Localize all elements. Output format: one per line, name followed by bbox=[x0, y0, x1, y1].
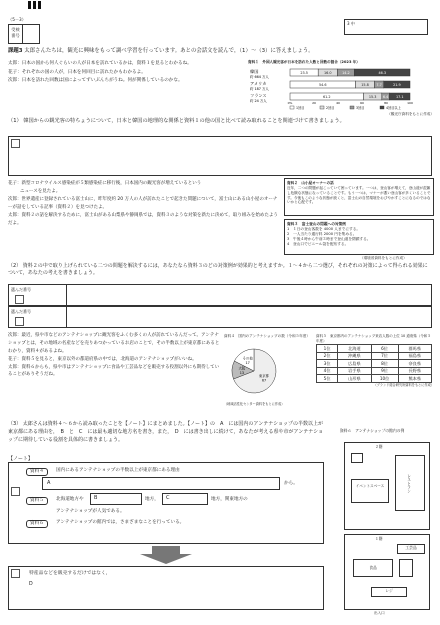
panel-3-list bbox=[287, 227, 431, 247]
corner-mark bbox=[11, 569, 20, 578]
exam-number-box: 受検 番号 bbox=[8, 24, 40, 44]
answer-box-b[interactable]: B bbox=[90, 493, 142, 505]
bar-value-label: 61.2 bbox=[322, 95, 331, 99]
count-label: 約 24 万人 bbox=[250, 99, 267, 103]
bar-value-label: 14.2 bbox=[342, 71, 350, 75]
legend-label: 2回目 bbox=[326, 106, 335, 110]
event-space: イベントスペース bbox=[351, 479, 389, 503]
chart-4: 資料４ 国内のアンテナショップの数（令和５年度） 東京都 67 大阪 13 その他 17 （地域活性化センター資料をもとに作成） bbox=[224, 334, 312, 410]
pie-value-label: 67 bbox=[261, 378, 267, 383]
legend-swatch bbox=[290, 106, 294, 109]
corner-mark bbox=[11, 139, 20, 148]
table-cell: 9位 bbox=[371, 367, 398, 375]
bar-value-label: 46.3 bbox=[378, 71, 387, 75]
bar-value-label: 15.3 bbox=[368, 95, 377, 99]
dialog-3: 次郎：最近，県や市などのアンテナショップに観光客をふくむ多くの人が訪れているんだって。アンテナショップとは，その地域の名産などを売りあつかっているお店のことで，その半数以上が東京都にあるとわかり，資料４があるよね。 花子：資料５を見ると，東京以外の都道府県の中では，北海道のアンテナショップがいいね。 太郎：資料６からも，県や市はアンテナショップに食品や工芸品などを販売する役割以外にも期待していることがありそうだね。 bbox=[8, 333, 220, 378]
legend-label: 1回目 bbox=[296, 106, 305, 110]
select-label: 選んだ番号 bbox=[9, 307, 67, 327]
corner-mark bbox=[15, 317, 24, 326]
table-cell: 熊本県 bbox=[398, 375, 431, 383]
table-row bbox=[317, 367, 432, 375]
table-row bbox=[317, 345, 432, 353]
bar-value-label: 7.7 bbox=[376, 83, 382, 87]
crop-mark bbox=[33, 1, 36, 9]
table-cell: 奈良県 bbox=[398, 360, 431, 368]
axis-tick-label: 20 bbox=[312, 101, 316, 105]
bar-value-label: 17.1 bbox=[395, 95, 404, 99]
panel-3-item: 2 一人当たり通行料 2000 円を集める。 bbox=[287, 231, 357, 236]
panel-3-source: （環境省資料をもとに作成） bbox=[360, 256, 407, 260]
count-label: 約 664 万人 bbox=[250, 75, 269, 79]
bar-value-label: 54.6 bbox=[318, 83, 327, 87]
answer-box-c[interactable]: C bbox=[162, 493, 208, 505]
count-label: 約 187 万人 bbox=[250, 87, 269, 91]
panel-3-item: 4 登山口でビニール袋を配布する。 bbox=[287, 241, 349, 246]
panel-3-item: 3 午後４時から午前３時まで登山道を閉鎖する。 bbox=[287, 236, 371, 241]
note-tag-6: 資料６ bbox=[26, 520, 48, 528]
restaurant-area: レストラン bbox=[395, 455, 425, 511]
task-intro: 課題3 太郎さんたちは，観光に興味をもって調べ学習を行っています。あとの会話文を読んで，（1）～（3）に答えましょう。 bbox=[8, 48, 314, 54]
legend-swatch bbox=[350, 106, 354, 109]
table-cell: 広島県 bbox=[338, 360, 371, 368]
question-2: （2） 資料２の中で取り上げられている二つの問題を解決するには，あなたなら資料３のどの対策例が効果的と考えますか。１～４から二つ選び，それぞれの対策によって得られる効果について，あなたの考えを書きましょう。 bbox=[8, 263, 428, 276]
answer-box-q2-1[interactable] bbox=[8, 284, 432, 306]
note-tag-5: 資料５ bbox=[26, 497, 48, 505]
table-row bbox=[317, 375, 432, 383]
legend-swatch bbox=[320, 106, 324, 109]
shelf bbox=[399, 559, 413, 577]
select-label: 選んだ番号 bbox=[9, 285, 67, 305]
crafts-area: 工芸品 bbox=[397, 544, 425, 554]
country-label: 韓国 bbox=[250, 69, 259, 74]
table-cell: 6位 bbox=[371, 345, 398, 353]
pie-label: その他 bbox=[242, 356, 253, 361]
pie-label: 大阪 bbox=[238, 366, 246, 371]
answer-box-q1[interactable] bbox=[8, 136, 432, 176]
stairs-icon bbox=[351, 453, 363, 463]
pie-value-label: 13 bbox=[239, 370, 245, 375]
table-5: 資料５ 東京都内のアンテナショップ来店人数の上位 10 道府県（令和５年度） 1位 北海道 6位 群馬県 2位 沖縄県 7位 福島県 3位 広島県 8位 奈良県 4位 岩手県 9位 長野県 5位 山形県 10位 熊本県 （ブランド総合研究所資料をもとに作成） bbox=[316, 334, 434, 387]
chart-1-bars bbox=[248, 66, 434, 110]
legend-label: 4回目以上 bbox=[386, 106, 401, 110]
floor-2: ２階 レストラン イベントスペース bbox=[344, 442, 430, 530]
note-tag-4: 資料４ bbox=[26, 468, 48, 476]
chart-4-pie bbox=[224, 346, 312, 396]
country-label: アメリカ bbox=[250, 81, 267, 86]
page-mark: 3 中 bbox=[344, 19, 428, 35]
table-cell: 10位 bbox=[371, 375, 398, 383]
axis-tick-label: 80 bbox=[384, 101, 388, 105]
panel-3: 資料３ 富士登山の問題への対策例 1 １日の登山客数を 4000 人までにする。 2 一人当たり通行料 2000 円を集める。 3 午後４時から午前３時まで登山道を閉鎖する。 4 登山口でビニール袋を配布する。 bbox=[284, 219, 434, 255]
question-3: （3） 太郎さんは資料４～６から読み取ったことを【ノート】にまとめました。【ノート】の A には国内のアンテナショップの半数以上が東京都にある理由を， B と C には最も適切な地方名を書き，また， D には書き出しに続けて，あなたが考える県や市がアンテナショップに期待している役割を具体的に書きましょう。 bbox=[8, 421, 324, 443]
crop-mark bbox=[38, 1, 41, 9]
bar-value-label: 23.5 bbox=[300, 71, 308, 75]
page-code: （5－3） bbox=[8, 17, 26, 22]
dialog-1: 太郎：日本の国から何人ぐらいの人が日本を訪れているかは，資料１を見るとわかるね。 花子：それぞれの国の人が，日本を何回目に訪れたかもわかるよ。 次郎：日本を訪れた回数は国によってずいぶんちがうね。何が関係しているのかな。 bbox=[8, 61, 192, 84]
table-cell: 群馬県 bbox=[398, 345, 431, 353]
bar-value-label: 6.4 bbox=[382, 95, 389, 99]
down-arrow-icon bbox=[138, 546, 194, 564]
chart-1: 資料１ 外国人観光客が日本を訪れた人数と回数の割合（2023 年） 韓国 約 664 万人 23.5 16.0 14.2 46.3 アメリカ 約 187 万人 54.6 15.8 7.7 21.9 フランス 約 24 万人 61.2 15.3 6.4 17.1 0% 20 40 60 80 100 1回目 2回目 3回目 4回目以上 （観光庁資料をもとに作成） bbox=[248, 60, 434, 116]
panel-3-item: 1 １日の登山客数を 4000 人までにする。 bbox=[287, 226, 361, 231]
bar-value-label: 16.0 bbox=[324, 71, 332, 75]
answer-box-d[interactable]: 特産品などを販売するだけではなく， D bbox=[8, 566, 324, 610]
floor-1: １階 工芸品 食品 レジ bbox=[344, 534, 430, 610]
bar-value-label: 15.8 bbox=[361, 83, 369, 87]
dialog-2: 花子：新型コロナウイルス感染症が５類感染症に移行後，日本国内の観光客が増えているという ニュースを見たよ。 次郎：世界遺産に登録されている富士山に，昨年度約 20 万人の人が訪れたことで起きた問題について，富士山にある山小屋のオーナーが話をしている記事（資料２）を見つけたよ。 太郎：資料２の話を解決するために，富士山がある山梨県や静岡県では，資料３のような対策を新たに決めて，取り組みを始めたようだよ。 bbox=[8, 181, 278, 227]
question-1: （1） 韓国からの観光客の特ちょうについて，日本と韓国の地理的な関係と資料１の他の国と比べて読み取れることを関連づけて書きましょう。 bbox=[8, 118, 345, 124]
entrance-label: 出入口 bbox=[374, 611, 385, 615]
table-cell: 1位 bbox=[317, 345, 338, 353]
table-row bbox=[317, 352, 432, 360]
table-cell: 福島県 bbox=[398, 352, 431, 360]
table-cell: 7位 bbox=[371, 352, 398, 360]
table-row bbox=[317, 360, 432, 368]
axis-tick-label: 40 bbox=[336, 101, 340, 105]
pie-value-label: 17 bbox=[245, 361, 250, 366]
panel-2: 資料２ 山小屋オーナーの話 近年，二つの問題が起こっていて困っています。一つは，登山客が増えて，登山道が混雑し危険な状態になっていることです。もう一つは，マナーが悪い登山客が多くいることです。今後もこのような状態が続くと，富士山の自然環境をおびやかすことになるのではないかと心配です。 bbox=[284, 178, 434, 216]
table-cell: 2位 bbox=[317, 352, 338, 360]
country-label: フランス bbox=[250, 93, 267, 98]
register-area: レジ bbox=[371, 587, 407, 597]
corner-mark bbox=[11, 487, 20, 496]
legend-label: 3回目 bbox=[356, 106, 365, 110]
table-cell: 5位 bbox=[317, 375, 338, 383]
axis-tick-label: 100 bbox=[407, 101, 413, 105]
figure-6: 資料６ アンテナショップの館内の例 ２階 レストラン イベントスペース １階 工芸品 食品 レジ 出入口 bbox=[340, 428, 434, 618]
corner-mark bbox=[15, 295, 24, 304]
answer-box-q2-2[interactable] bbox=[8, 306, 432, 328]
table-cell: 北海道 bbox=[338, 345, 371, 353]
axis-tick-label: 0% bbox=[287, 101, 293, 105]
table-cell: 山形県 bbox=[338, 375, 371, 383]
table-cell: 岩手県 bbox=[338, 367, 371, 375]
table-5-grid bbox=[316, 344, 432, 383]
food-area: 食品 bbox=[353, 559, 393, 577]
table-cell: 3位 bbox=[317, 360, 338, 368]
note: 【ノート】 資料４ 国内にあるアンテナショップの半数以上が東京都にある理由 A から。 資料５ 北海道地方や B 地方， C 地方，関東地方の アンテナショップが人気である。 資料６ アンテナショップの館内では，さまざまなことを行っている。 特産品などを販売するだけではなく， D bbox=[8, 456, 324, 618]
table-cell: 沖縄県 bbox=[338, 352, 371, 360]
table-cell: 長野県 bbox=[398, 367, 431, 375]
table-cell: 4位 bbox=[317, 367, 338, 375]
answer-box-a[interactable]: A bbox=[42, 477, 280, 490]
legend-swatch bbox=[380, 106, 384, 109]
pie-label: 東京都 bbox=[258, 373, 270, 378]
crop-mark bbox=[28, 1, 31, 9]
table-cell: 8位 bbox=[371, 360, 398, 368]
axis-tick-label: 60 bbox=[360, 101, 364, 105]
bar-value-label: 21.9 bbox=[393, 83, 401, 87]
